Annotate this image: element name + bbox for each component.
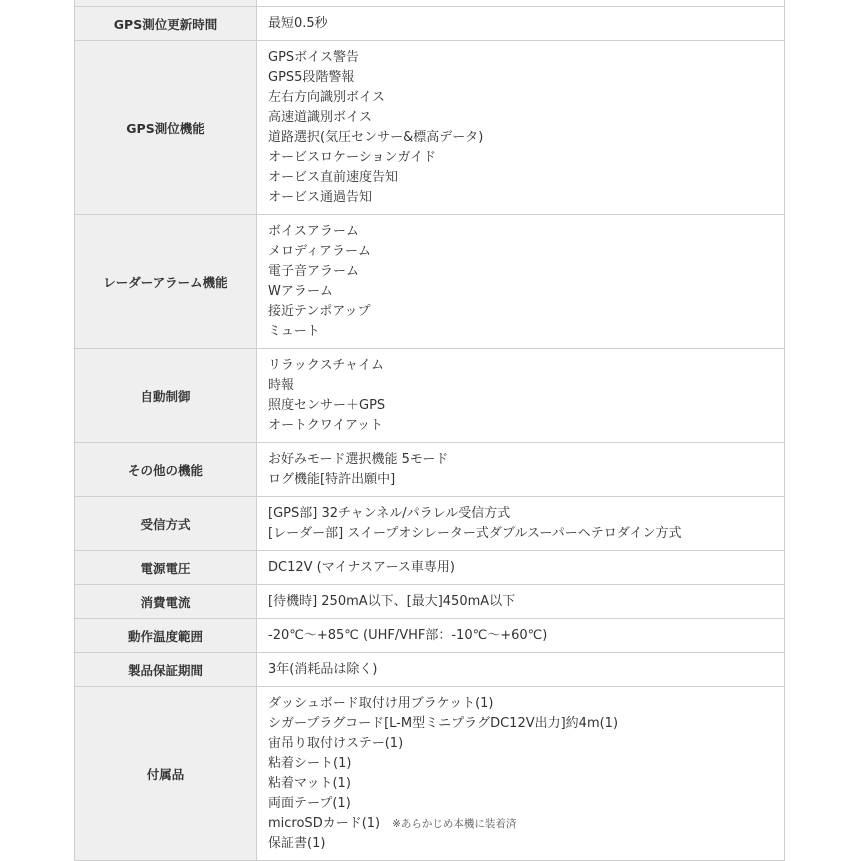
spec-table	[74, 0, 785, 861]
table-row	[75, 349, 785, 443]
spec-value	[257, 653, 785, 687]
spec-value-line	[268, 504, 784, 524]
spec-value-line	[268, 322, 784, 342]
spec-label: 電源電圧	[75, 551, 257, 585]
spec-value-line	[268, 376, 784, 396]
spec-value-text: 接近テンポアップ	[268, 304, 371, 319]
spec-value-line	[268, 416, 784, 436]
spec-value-line	[268, 524, 784, 544]
spec-value-line	[268, 774, 784, 794]
spec-value-text: 道路選択(気圧センサー&標高データ)	[268, 130, 484, 145]
spec-value-text: [GPS部] 32チャンネル/パラレル受信方式	[268, 506, 511, 521]
spec-value	[257, 7, 785, 41]
spec-value-line	[268, 834, 784, 854]
table-row	[75, 687, 785, 861]
spec-value-line	[268, 470, 784, 490]
table-row	[75, 619, 785, 653]
spec-value-line	[268, 626, 784, 646]
spec-label: その他の機能	[75, 443, 257, 497]
spec-value-line	[268, 168, 784, 188]
spec-value-line	[268, 396, 784, 416]
table-row	[75, 585, 785, 619]
spec-value-text: 左右方向識別ボイス	[268, 90, 385, 105]
spec-value-line	[268, 242, 784, 262]
spec-value-line	[268, 450, 784, 470]
spec-value-text: お好みモード選択機能 5モード	[268, 452, 449, 467]
spec-label: 製品保証期間	[75, 653, 257, 687]
spec-value-text: オービス通過告知	[268, 190, 373, 205]
spec-value-line	[268, 302, 784, 322]
spec-value-text: Wアラーム	[268, 284, 333, 299]
spec-value-line	[268, 814, 784, 834]
spec-value	[257, 687, 785, 861]
spec-value-line	[268, 88, 784, 108]
spec-value-text: 最短0.5秒	[268, 16, 328, 31]
table-row	[75, 41, 785, 215]
spec-value-text: [待機時] 250mA以下、[最大]450mA以下	[268, 594, 516, 609]
spec-value-line	[268, 734, 784, 754]
spec-value-line	[268, 592, 784, 612]
spec-value-line	[268, 128, 784, 148]
spec-value-text: 3年(消耗品は除く)	[268, 662, 378, 677]
table-row	[75, 497, 785, 551]
spec-value-text: -20℃～+85℃ (UHF/VHF部：-10℃～+60℃)	[268, 628, 548, 643]
spec-value-text: 粘着マット(1)	[268, 776, 351, 791]
spec-label: 自動制御	[75, 349, 257, 443]
spec-value	[257, 349, 785, 443]
spec-value-text: 高速道識別ボイス	[268, 110, 372, 125]
spec-table-body	[75, 0, 785, 861]
spec-label: 消費電流	[75, 585, 257, 619]
spec-value-line	[268, 714, 784, 734]
spec-value-text: リラックスチャイム	[268, 358, 384, 373]
spec-value-text: ダッシュボード取付け用ブラケット(1)	[268, 696, 494, 711]
spec-value-text: 電子音アラーム	[268, 264, 360, 279]
spec-value	[257, 215, 785, 349]
spec-value-text: シガープラグコード[L-M型ミニプラグDC12V出力]約4m(1)	[268, 716, 619, 731]
spec-label: 受信方式	[75, 497, 257, 551]
spec-value-line	[268, 262, 784, 282]
spec-value-line	[268, 14, 784, 34]
spec-value-text: 宙吊り取付けステー(1)	[268, 736, 404, 751]
spec-value-line	[268, 794, 784, 814]
spec-value-text: ボイスアラーム	[268, 224, 359, 239]
spec-value-line	[268, 558, 784, 578]
table-row	[75, 551, 785, 585]
spec-label: 付属品	[75, 687, 257, 861]
table-row	[75, 443, 785, 497]
spec-value-line	[268, 356, 784, 376]
spec-value-text: ログ機能[特許出願中]	[268, 472, 396, 487]
spec-value-line	[268, 148, 784, 168]
spec-value-text: ミュート	[268, 324, 320, 339]
spec-label: 動作温度範囲	[75, 619, 257, 653]
spec-value-text: 照度センサー＋GPS	[268, 398, 386, 413]
spec-value-line	[268, 108, 784, 128]
spec-value	[257, 551, 785, 585]
table-row	[75, 653, 785, 687]
spec-value-text: GPS5段階警報	[268, 70, 355, 85]
spec-value	[257, 497, 785, 551]
spec-value-line	[268, 754, 784, 774]
spec-value-line	[268, 282, 784, 302]
spec-value-text: GPSボイス警告	[268, 50, 360, 65]
spec-value-text: オートクワイアット	[268, 418, 384, 433]
spec-value-text: [レーダー部] スイープオシレーター式ダブルスーパーヘテロダイン方式	[268, 526, 682, 541]
spec-label: GPS測位機能	[75, 41, 257, 215]
spec-value	[257, 41, 785, 215]
table-row	[75, 215, 785, 349]
spec-value-text: DC12V (マイナスアース車専用)	[268, 560, 455, 575]
spec-value-text: 粘着シート(1)	[268, 756, 352, 771]
spec-value-text: オービス直前速度告知	[268, 170, 399, 185]
spec-value	[257, 585, 785, 619]
spec-value-text: 保証書(1)	[268, 836, 326, 851]
spec-value-line	[268, 222, 784, 242]
spec-label: レーダーアラーム機能	[75, 215, 257, 349]
spec-value-line	[268, 694, 784, 714]
spec-value-text: メロディアラーム	[268, 244, 371, 259]
spec-value-line	[268, 188, 784, 208]
spec-value-text: 両面テープ(1)	[268, 796, 351, 811]
spec-label: GPS測位更新時間	[75, 7, 257, 41]
table-row	[75, 7, 785, 41]
spec-value-line	[268, 48, 784, 68]
spec-value-text: 時報	[268, 378, 295, 393]
spec-value	[257, 443, 785, 497]
spec-value-note: ※あらかじめ本機に装着済	[392, 818, 517, 830]
spec-value-text: オービスロケーションガイド	[268, 150, 437, 165]
spec-value-line	[268, 660, 784, 680]
spec-value-text: microSDカード(1)	[268, 816, 381, 831]
spec-value-line	[268, 68, 784, 88]
spec-value	[257, 619, 785, 653]
